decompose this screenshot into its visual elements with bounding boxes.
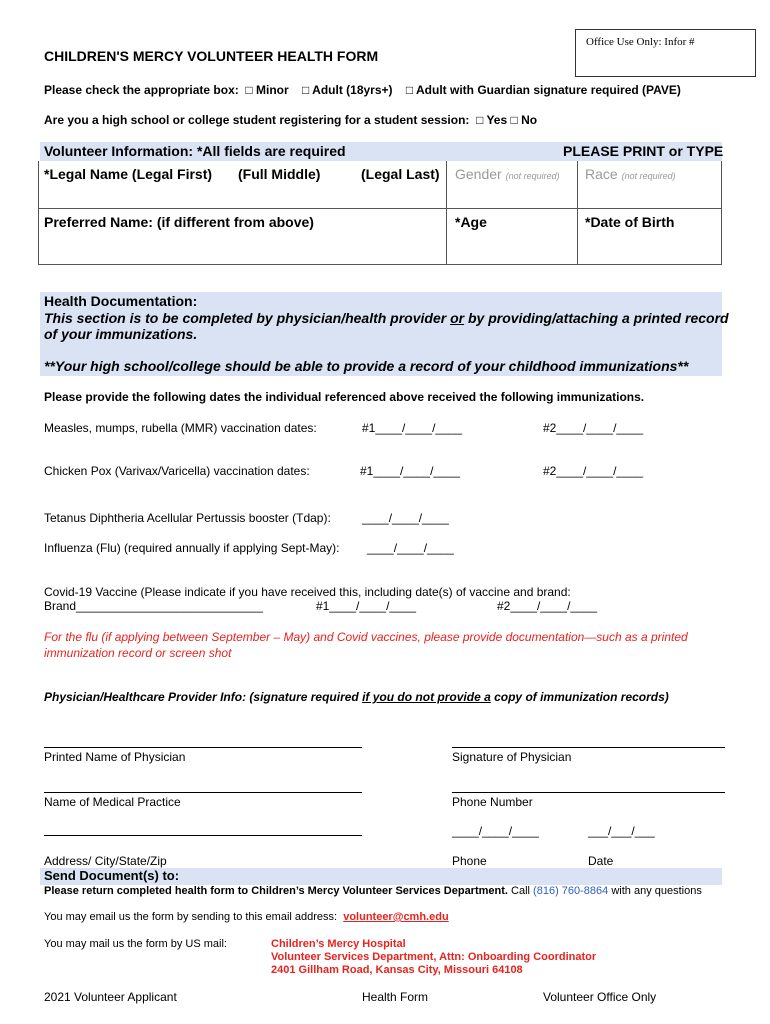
footer-left: 2021 Volunteer Applicant <box>44 990 177 1004</box>
provider-prefix: Physician/Healthcare Provider Info: (signature required <box>44 690 363 704</box>
age-label[interactable]: *Age <box>455 214 487 230</box>
provider-underlined: if you do not provide a <box>362 690 491 704</box>
covid-brand[interactable]: Brand____________________________ <box>44 599 263 613</box>
email-link[interactable]: volunteer@cmh.edu <box>343 911 449 923</box>
mail-address-2: Volunteer Services Department, Attn: Onboarding Coordinator <box>271 951 597 963</box>
legal-last-label[interactable]: (Legal Last) <box>361 166 440 182</box>
gender-note: (not required) <box>505 171 560 181</box>
preferred-name-label[interactable]: Preferred Name: (if different from above) <box>44 214 314 230</box>
immunizations-intro: Please provide the following dates the individual referenced above received the following immunizations. <box>44 390 645 404</box>
footer-right: Volunteer Office Only <box>543 990 657 1004</box>
flu-note-line1: For the flu (if applying between September – May) and Covid vaccines, please provide documentation—such as a printed <box>44 630 688 644</box>
race-note: (not required) <box>621 171 676 181</box>
race-field[interactable] <box>585 166 676 182</box>
mail-text: You may mail us the form by US mail: <box>44 938 227 950</box>
student-yes-label: Yes <box>486 113 508 127</box>
provider-info <box>44 690 669 704</box>
health-doc-note: **Your high school/college should be able to provide a record of your childhood immunizations** <box>44 358 689 374</box>
health-doc-line2: of your immunizations. <box>44 326 198 342</box>
mmr-date-2[interactable]: #2____/____/____ <box>543 421 644 435</box>
footer-center: Health Form <box>362 990 429 1004</box>
minor-checkbox[interactable]: □ <box>245 83 253 97</box>
minor-label: Minor <box>256 83 289 97</box>
flu-label: Influenza (Flu) (required annually if applying Sept-May): <box>44 541 340 555</box>
adult-label: Adult (18yrs+) <box>312 83 393 97</box>
gender-label: Gender <box>455 166 502 182</box>
mmr-date-1[interactable]: #1____/____/____ <box>362 421 463 435</box>
checkbox-prompt: Please check the appropriate box: <box>44 83 239 97</box>
print-note: PLEASE PRINT or TYPE <box>563 143 724 159</box>
tdap-date[interactable]: ____/____/____ <box>362 511 449 525</box>
student-no-checkbox[interactable]: □ <box>510 113 518 127</box>
printed-name-label: Printed Name of Physician <box>44 750 186 764</box>
signature-line[interactable] <box>452 747 725 748</box>
covid-date-1[interactable]: #1____/____/____ <box>316 599 417 613</box>
mmr-label: Measles, mumps, rubella (MMR) vaccination dates: <box>44 421 317 435</box>
health-doc-line1-text: This section is to be completed by physician/health provider or by providing/attaching a printed record <box>44 310 729 326</box>
covid-date-2[interactable]: #2____/____/____ <box>497 599 598 613</box>
student-row <box>44 113 537 127</box>
pave-checkbox[interactable]: □ <box>405 83 414 97</box>
gender-field[interactable] <box>455 166 560 182</box>
return-instructions <box>44 885 702 897</box>
call-suffix: with any questions <box>611 885 702 897</box>
health-doc-line1 <box>44 310 729 326</box>
date-blank[interactable]: ___/___/___ <box>588 824 655 838</box>
student-prompt: Are you a high school or college student registering for a student session: <box>44 113 470 127</box>
signature-label: Signature of Physician <box>452 750 572 764</box>
pave-label: Adult with Guardian signature required (PAVE) <box>416 83 681 97</box>
practice-label: Name of Medical Practice <box>44 795 181 809</box>
full-middle-label[interactable]: (Full Middle) <box>238 166 321 182</box>
adult-checkbox[interactable]: □ <box>302 83 310 97</box>
health-doc-or: or <box>450 310 465 326</box>
dob-label[interactable]: *Date of Birth <box>585 214 675 230</box>
health-doc-heading: Health Documentation: <box>44 293 198 309</box>
provider-suffix: copy of immunization records) <box>490 690 669 704</box>
address-line[interactable] <box>44 835 362 836</box>
phone-blank[interactable]: ____/____/____ <box>452 824 539 838</box>
office-use-box[interactable] <box>575 29 756 77</box>
legal-first-label[interactable]: *Legal Name (Legal First) <box>44 166 213 182</box>
student-yes-checkbox[interactable]: □ <box>476 113 484 127</box>
varicella-label: Chicken Pox (Varivax/Varicella) vaccination dates: <box>44 464 310 478</box>
return-text: Please return completed health form to Children’s Mercy Volunteer Services Department. <box>44 885 508 897</box>
email-text: You may email us the form by sending to this email address: <box>44 911 338 923</box>
varicella-date-2[interactable]: #2____/____/____ <box>543 464 644 478</box>
office-use-label: Office Use Only: Infor # <box>586 36 695 48</box>
practice-line[interactable] <box>44 792 362 793</box>
send-heading: Send Document(s) to: <box>44 868 180 883</box>
flu-date[interactable]: ____/____/____ <box>367 541 454 555</box>
varicella-date-1[interactable]: #1____/____/____ <box>360 464 461 478</box>
volunteer-info-heading: Volunteer Information: *All fields are required <box>44 143 346 159</box>
student-no-label: No <box>521 113 538 127</box>
email-instructions <box>44 911 449 923</box>
phone-label: Phone <box>452 854 487 868</box>
phone-number-label: Phone Number <box>452 795 533 809</box>
race-label: Race <box>585 166 618 182</box>
date-label: Date <box>588 854 614 868</box>
checkbox-row <box>44 83 681 97</box>
flu-note-line2: immunization record or screen shot <box>44 646 232 660</box>
mail-address-3: 2401 Gillham Road, Kansas City, Missouri 64108 <box>271 964 523 976</box>
covid-label: Covid-19 Vaccine (Please indicate if you have received this, including date(s) of vaccine and brand: <box>44 585 571 599</box>
printed-name-line[interactable] <box>44 747 362 748</box>
call-text: Call <box>511 885 530 897</box>
address-label: Address/ City/State/Zip <box>44 854 167 868</box>
form-title: CHILDREN'S MERCY VOLUNTEER HEALTH FORM <box>44 48 379 64</box>
phone-link[interactable]: (816) 760-8864 <box>533 885 609 897</box>
tdap-label: Tetanus Diphtheria Acellular Pertussis booster (Tdap): <box>44 511 331 525</box>
phone-number-line[interactable] <box>452 792 725 793</box>
mail-address-1: Children’s Mercy Hospital <box>271 938 406 950</box>
